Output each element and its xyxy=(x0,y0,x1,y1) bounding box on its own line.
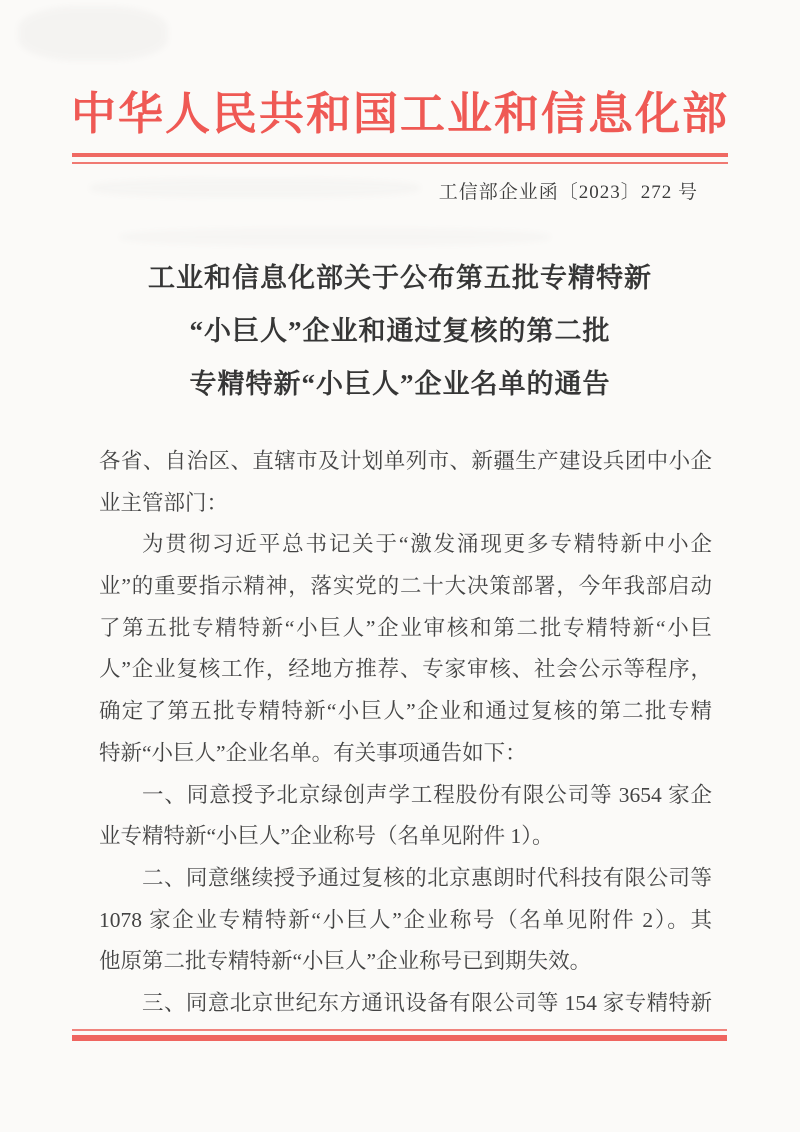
letterhead-title: 中华人民共和国工业和信息化部 xyxy=(70,89,729,139)
body-line: 1078 家企业专精特新“小巨人”企业称号（名单见附件 2）。其 xyxy=(99,907,712,932)
header-rule-thin xyxy=(72,162,728,164)
header-double-rule xyxy=(72,153,728,164)
body-line: 他原第二批专精特新“小巨人”企业称号已到期失效。 xyxy=(99,949,592,974)
body-line: 特新“小巨人”企业名单。有关事项通告如下： xyxy=(99,740,527,765)
footer-double-rule xyxy=(72,1029,727,1041)
body-line: 为贯彻习近平总书记关于“激发涌现更多专精特新中小企 xyxy=(142,532,712,557)
document-title-line: “小巨人”企业和通过复核的第二批 xyxy=(189,316,611,346)
document-title xyxy=(0,252,800,411)
body-line: 业”的重要指示精神，落实党的二十大决策部署，今年我部启动 xyxy=(99,574,712,599)
body-line: 业主管部门： xyxy=(99,490,229,515)
document-title-line: 工业和信息化部关于公布第五批专精特新 xyxy=(148,263,652,293)
body-line: 了第五批专精特新“小巨人”企业审核和第二批专精特新“小巨 xyxy=(99,615,712,640)
footer-rule-thick xyxy=(72,1035,727,1041)
body-line: 二、同意继续授予通过复核的北京惠朗时代科技有限公司等 xyxy=(142,865,712,890)
scan-artifact xyxy=(120,228,550,246)
body-line: 确定了第五批专精特新“小巨人”企业和通过复核的第二批专精 xyxy=(99,699,712,724)
body-line: 一、同意授予北京绿创声学工程股份有限公司等 3654 家企 xyxy=(142,782,712,807)
body-line: 人”企业复核工作，经地方推荐、专家审核、社会公示等程序， xyxy=(99,657,712,682)
document-number: 工信部企业函〔2023〕272 号 xyxy=(438,182,698,203)
body-line: 业专精特新“小巨人”企业称号（名单见附件 1）。 xyxy=(99,824,554,849)
body-line: 三、同意北京世纪东方通讯设备有限公司等 154 家专精特新 xyxy=(142,990,712,1015)
document-body xyxy=(99,441,712,1025)
body-line: 各省、自治区、直辖市及计划单列市、新疆生产建设兵团中小企 xyxy=(99,449,712,473)
document-title-line: 专精特新“小巨人”企业名单的通告 xyxy=(189,369,611,399)
